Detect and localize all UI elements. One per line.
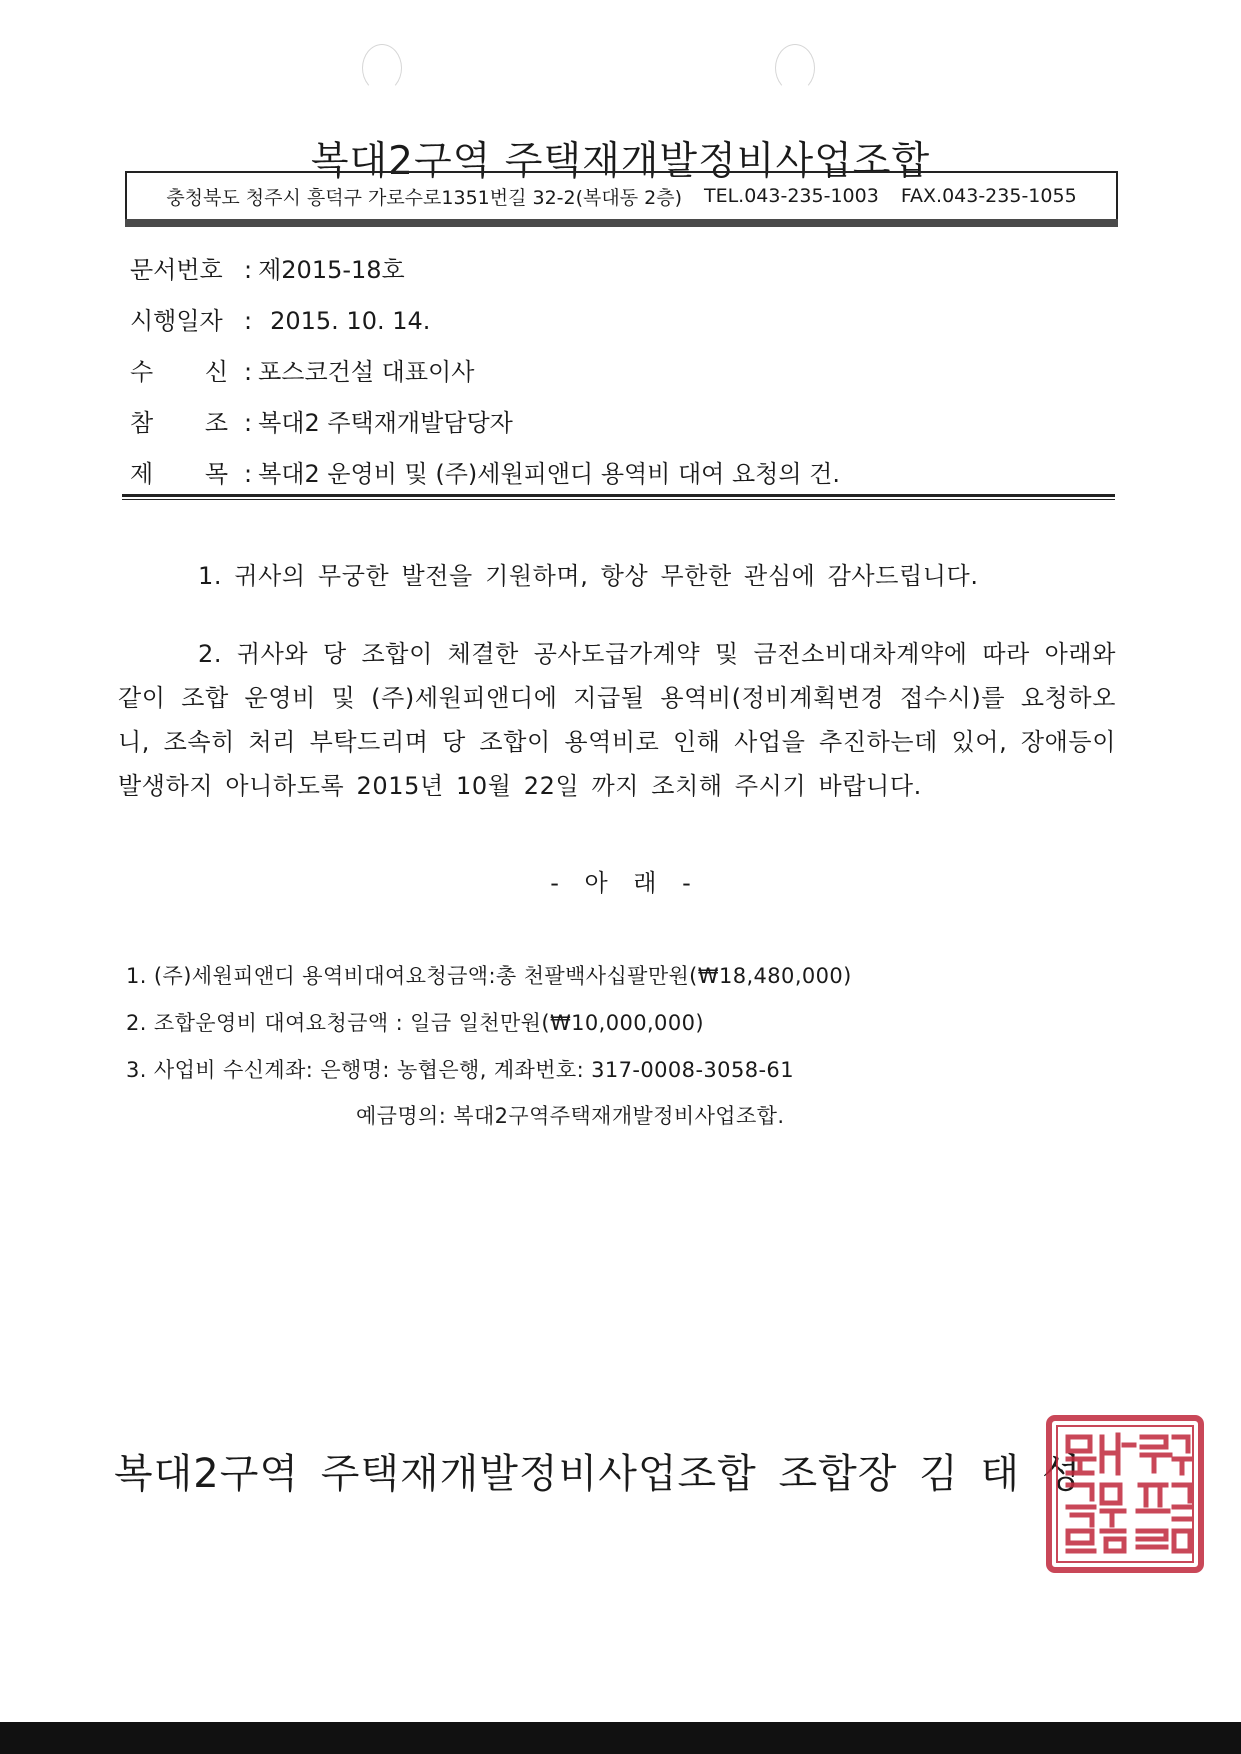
section-heading: - 아 래 - xyxy=(550,869,691,897)
list-item: 1. (주)세원피앤디 용역비대여요청금액:총 천팔백사십팔만원(₩18,480,000) xyxy=(126,964,852,988)
meta-colon: : xyxy=(244,358,253,386)
punch-hole-right xyxy=(775,44,815,92)
letterhead-fax: FAX.043-235-1055 xyxy=(900,185,1077,207)
meta-value: 제2015-18호 xyxy=(258,256,405,284)
list-item: 2. 조합운영비 대여요청금액 : 일금 일천만원(₩10,000,000) xyxy=(126,1011,704,1035)
meta-value: 복대2 주택재개발담당자 xyxy=(258,409,513,437)
meta-reference xyxy=(130,403,513,438)
meta-value: 복대2 운영비 및 (주)세원피앤디 용역비 대여 요청의 건. xyxy=(258,460,840,488)
list-item: 3. 사업비 수신계좌: 은행명: 농협은행, 계좌번호: 317-0008-3058-61 xyxy=(126,1058,794,1082)
meta-colon: : xyxy=(244,460,253,488)
header-rule-thin xyxy=(122,499,1115,500)
meta-colon: : xyxy=(244,307,253,335)
meta-colon: : xyxy=(244,256,253,284)
meta-colon: : xyxy=(244,409,253,437)
meta-doc-number xyxy=(130,250,405,285)
official-seal xyxy=(1046,1415,1204,1573)
meta-key: 문서번호 xyxy=(130,256,223,284)
meta-key: 참 조 xyxy=(130,409,228,437)
meta-key: 제 목 xyxy=(130,460,228,488)
meta-issue-date xyxy=(130,301,430,336)
letterhead-tel: TEL.043-235-1003 xyxy=(703,185,879,207)
list-item: 예금명의: 복대2구역주택재개발정비사업조합. xyxy=(356,1104,785,1128)
meta-value: 포스코건설 대표이사 xyxy=(258,358,475,386)
scan-border xyxy=(0,1722,1241,1754)
letterhead-address-box xyxy=(125,171,1118,219)
body-paragraph-2: 2. 귀사와 당 조합이 체결한 공사도급가계약 및 금전소비대차계약에 따라 아래와 같이 조합 운영비 및 (주)세원피앤디에 지급될 용역비(정비계획변경 접수시)를 요청하오니, 조속히 처리 부탁드리며 당 조합이 용역비로 인해 사업을 추진하는데 있어, 장애등이 발생하지 아니하도록 2015년 10월 22일 까지 조치해 주시기 바랍니다. xyxy=(118,640,1116,800)
header-rule xyxy=(122,494,1115,497)
meta-key: 수 신 xyxy=(130,358,228,386)
signature-line: 복대2구역 주택재개발정비사업조합 조합장 김 태 성 xyxy=(114,1451,1082,1497)
letterhead-address: 충청북도 청주시 흥덕구 가로수로1351번길 32-2(복대동 2층) xyxy=(166,186,682,209)
letterhead-underline xyxy=(125,219,1118,227)
meta-key: 시행일자 xyxy=(130,307,223,335)
meta-value: 2015. 10. 14. xyxy=(270,307,431,335)
body-paragraph-1: 1. 귀사의 무궁한 발전을 기원하며, 항상 무한한 관심에 감사드립니다. xyxy=(198,562,979,590)
letterhead-title: 복대2구역 주택재개발정비사업조합 xyxy=(310,139,931,184)
meta-recipient xyxy=(130,352,474,387)
meta-subject xyxy=(130,454,840,489)
punch-hole-left xyxy=(362,44,402,92)
